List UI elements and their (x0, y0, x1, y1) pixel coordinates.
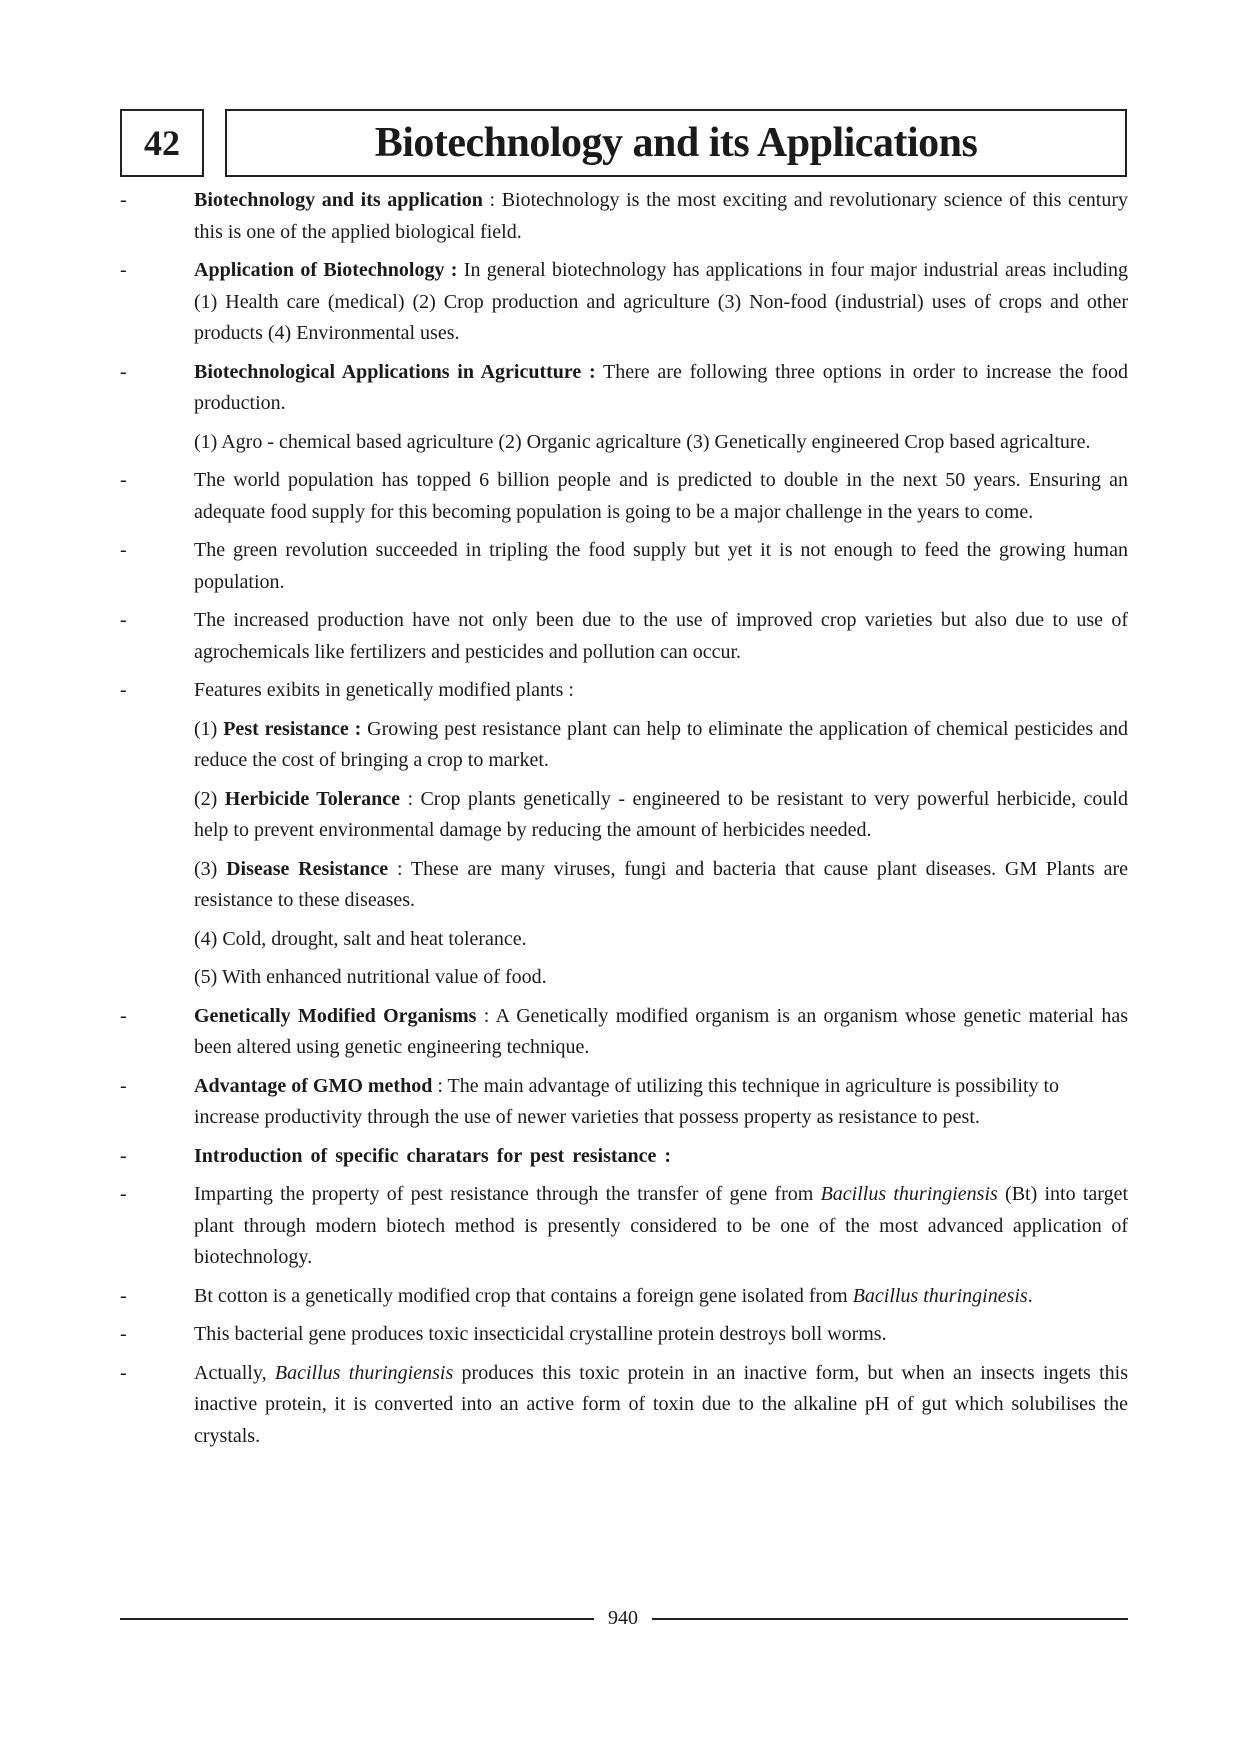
feature-item (120, 784, 1128, 847)
paragraph-body: Bt cotton is a genetically modified crop that contains a foreign gene isolated from (194, 1284, 853, 1307)
list-item (120, 1179, 1128, 1274)
paragraph-text (194, 1071, 1128, 1134)
feature-item (120, 714, 1128, 777)
feature-heading: Disease Resistance (226, 857, 389, 880)
page-number: 940 (608, 1607, 638, 1629)
species-name: Bacillus thuringinesis (852, 1284, 1028, 1307)
list-item (120, 1319, 1128, 1351)
paragraph-text (194, 185, 1128, 248)
species-name: Bacillus thuringiensis (820, 1183, 998, 1205)
term-heading: Advantage of GMO method (194, 1074, 433, 1097)
list-item (120, 255, 1128, 350)
paragraph-text (194, 1179, 1128, 1274)
paragraph-text: The world population has topped 6 billion people and is predicted to double in the next 50 years. Ensuring an adequate food supply for this becoming population is going to be a major challenge in the years to come. (194, 469, 1128, 523)
list-item (120, 675, 1128, 707)
paragraph-body: (Bt) into target plant through modern biotech method is presently considered to be one of the most advanced application of biotechnology. (194, 1183, 1129, 1268)
paragraph-body: : A Genetically modified organism is an organism whose genetic material has been altered using genetic engineering technique. (194, 1004, 1128, 1058)
list-item (120, 1071, 1128, 1134)
list-item (120, 535, 1128, 598)
chapter-number: 42 (144, 123, 180, 163)
bullet-dash: - (120, 1183, 127, 1205)
paragraph-body: Imparting the property of pest resistance through the transfer of gene from (194, 1183, 821, 1205)
feature-heading: Pest resistance : (223, 717, 362, 740)
sub-paragraph: (1) Agro - chemical based agriculture (2) Organic agricalture (3) Genetically engineered Crop based agricalture. (194, 430, 1091, 453)
list-item (120, 605, 1128, 668)
paragraph-text: The increased production have not only been due to the use of improved crop varieties but also due to use of agrochemicals like fertilizers and pesticides and pollution can occur. (194, 609, 1128, 663)
term-heading: Application of Biotechnology : (194, 259, 458, 281)
paragraph-text (194, 1141, 1128, 1173)
feature-number: (3) (194, 857, 227, 880)
chapter-title-box (225, 109, 1127, 177)
feature-number: (2) (194, 787, 225, 810)
paragraph-body: : The main advantage of utilizing this technique in agriculture is possibility to increase productivity through the use of newer varieties that possess property as resistance to pest. (194, 1074, 1060, 1128)
bullet-dash: - (120, 259, 127, 281)
paragraph-text (194, 255, 1128, 350)
term-heading: Biotechnological Applications in Agricutture : (194, 360, 596, 383)
feature-body: Growing pest resistance plant can help to eliminate the application of chemical pesticides and reduce the cost of bringing a crop to market. (194, 717, 1128, 771)
paragraph-text (194, 1281, 1128, 1313)
feature-body: : These are many viruses, fungi and bacteria that cause plant diseases. GM Plants are resistance to these diseases. (194, 857, 1128, 911)
paragraph-text: The green revolution succeeded in tripling the food supply but yet it is not enough to feed the growing human population. (194, 539, 1128, 593)
paragraph-text (194, 1358, 1128, 1453)
list-item (120, 1358, 1128, 1453)
bullet-dash: - (120, 679, 127, 701)
chapter-number-box (120, 109, 204, 177)
list-item (120, 465, 1128, 528)
term-heading: Introduction of specific charatars for pest resistance : (194, 1144, 672, 1167)
paragraph-text (194, 357, 1128, 420)
term-heading: Genetically Modified Organisms (194, 1004, 477, 1027)
feature-item: (5) With enhanced nutritional value of food. (194, 966, 547, 988)
bullet-dash: - (120, 1361, 127, 1384)
paragraph-body: produces this toxic protein in an inactive form, but when an insects ingets this inactive protein, it is converted into an active form of toxin due to the alkaline pH of gut which solubilises the crystals. (194, 1361, 1129, 1447)
bullet-dash: - (120, 539, 127, 561)
paragraph-body: : Biotechnology is the most exciting and revolutionary science of this century this is one of the applied biological field. (194, 189, 1128, 243)
footer-rule-left (120, 1618, 594, 1620)
list-item (120, 185, 1128, 248)
list-item (120, 1141, 1128, 1173)
feature-item (120, 854, 1128, 917)
bullet-dash: - (120, 1323, 127, 1345)
page-footer (120, 1604, 1128, 1632)
bullet-dash: - (120, 360, 127, 383)
paragraph-text (194, 1001, 1128, 1064)
feature-item: (4) Cold, drought, salt and heat tolerance. (194, 927, 527, 950)
paragraph-text: This bacterial gene produces toxic insecticidal crystalline protein destroys boll worms. (194, 1323, 887, 1345)
paragraph-body: In general biotechnology has applications in four major industrial areas including (1) Health care (medical) (2) Crop production and agriculture (3) Non-food (industrial) uses of crops and other products (4) Environmental uses. (194, 259, 1129, 344)
bullet-dash: - (120, 1144, 127, 1167)
bullet-dash: - (120, 1284, 127, 1307)
chapter-title: Biotechnology and its Applications (374, 120, 978, 166)
paragraph-body: There are following three options in order to increase the food production. (194, 360, 1128, 414)
species-name: Bacillus thuringiensis (274, 1361, 454, 1384)
paragraph-text: Features exibits in genetically modified plants : (194, 679, 574, 701)
bullet-dash: - (120, 189, 127, 211)
feature-number: (1) (194, 717, 224, 740)
list-item (120, 1001, 1128, 1064)
main-content (120, 185, 1128, 1459)
bullet-dash: - (120, 1074, 127, 1097)
bullet-dash: - (120, 1004, 127, 1027)
list-item (120, 1281, 1128, 1313)
list-item (120, 357, 1128, 420)
feature-heading: Herbicide Tolerance (224, 787, 400, 810)
feature-body: : Crop plants genetically - engineered to be resistant to very powerful herbicide, could help to prevent environmental damage by reducing the amount of herbicides needed. (194, 787, 1128, 841)
bullet-dash: - (120, 469, 127, 491)
bullet-dash: - (120, 609, 127, 631)
term-heading: Biotechnology and its application (194, 189, 483, 211)
paragraph-body: . (1027, 1284, 1033, 1307)
paragraph-body: Actually, (194, 1361, 275, 1384)
footer-rule-right (652, 1618, 1128, 1620)
